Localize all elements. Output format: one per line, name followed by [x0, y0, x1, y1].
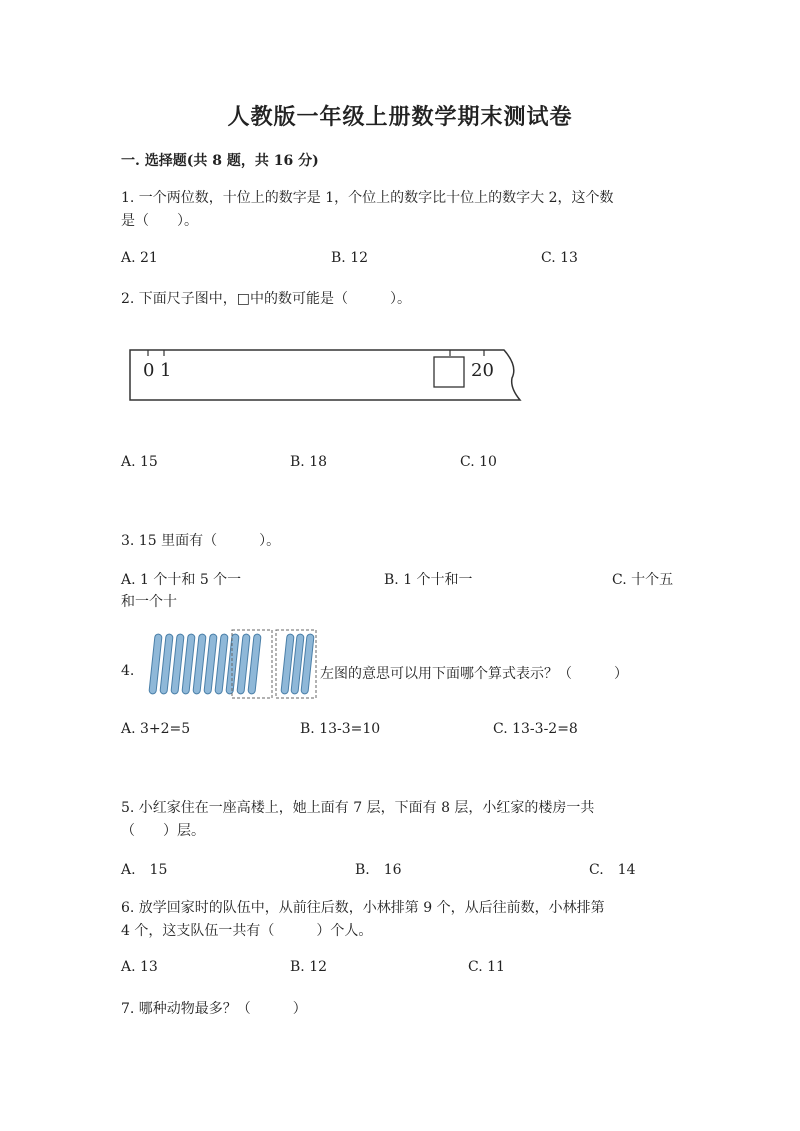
option-b[interactable]: B. 16 — [355, 862, 402, 878]
option-a[interactable]: A. 13 — [121, 959, 158, 975]
option-a[interactable]: A. 1 个十和 5 个一 — [121, 572, 242, 588]
ruler-figure — [126, 344, 526, 404]
option-c[interactable]: C. 十个五 — [612, 572, 674, 588]
option-b[interactable]: B. 1 个十和一 — [384, 572, 473, 588]
question-text: 2. 下面尺子图中，□中的数可能是（ ）。 — [121, 291, 412, 307]
option-c[interactable]: C. 14 — [589, 862, 636, 878]
option-b[interactable]: B. 13-3=10 — [300, 721, 381, 737]
ruler-label-20: 20 — [471, 360, 494, 381]
question-text: 6. 放学回家时的队伍中，从前往后数，小林排第 9 个，从后往前数，小林排第 — [121, 900, 605, 916]
counting-stick — [204, 634, 217, 694]
counting-stick — [171, 634, 184, 694]
counting-stick — [149, 634, 162, 694]
option-b[interactable]: B. 12 — [290, 959, 328, 975]
question-text-cont: 是（ ）。 — [121, 213, 198, 229]
question-text: 3. 15 里面有（ ）。 — [121, 533, 281, 549]
option-c-cont: 和一个十 — [121, 594, 177, 610]
ruler-blank-box — [434, 357, 464, 387]
option-a[interactable]: A. 21 — [121, 250, 158, 266]
question-text: 5. 小红家住在一座高楼上，她上面有 7 层，下面有 8 层，小红家的楼房一共 — [121, 800, 595, 816]
ruler-label-0: 0 — [143, 360, 155, 381]
counting-stick — [248, 634, 261, 694]
option-a[interactable]: A. 3+2=5 — [121, 721, 191, 737]
question-text-cont: （ ）层。 — [121, 823, 205, 839]
option-b[interactable]: B. 18 — [290, 454, 328, 470]
question-text: 7. 哪种动物最多？（ ） — [121, 1001, 307, 1017]
counting-stick — [182, 634, 195, 694]
section-heading: 一. 选择题(共 8 题，共 16 分) — [121, 153, 319, 169]
question-text: 左图的意思可以用下面哪个算式表示？（ ） — [320, 666, 628, 682]
counting-sticks-figure — [148, 628, 318, 700]
option-a[interactable]: A. 15 — [121, 862, 168, 878]
page-title: 人教版一年级上册数学期末测试卷 — [227, 104, 573, 130]
question-number: 4. — [121, 663, 135, 679]
option-c[interactable]: C. 10 — [460, 454, 497, 470]
option-c[interactable]: C. 13 — [541, 250, 578, 266]
counting-stick — [193, 634, 206, 694]
option-b[interactable]: B. 12 — [331, 250, 369, 266]
option-a[interactable]: A. 15 — [121, 454, 158, 470]
question-text: 1. 一个两位数，十位上的数字是 1，个位上的数字比十位上的数字大 2，这个数 — [121, 190, 614, 206]
option-c[interactable]: C. 11 — [468, 959, 505, 975]
counting-stick — [160, 634, 173, 694]
question-text-cont: 4 个，这支队伍一共有（ ）个人。 — [121, 923, 373, 939]
ruler-label-1: 1 — [160, 360, 172, 381]
option-c[interactable]: C. 13-3-2=8 — [493, 721, 578, 737]
counting-stick — [237, 634, 250, 694]
counting-stick — [215, 634, 228, 694]
